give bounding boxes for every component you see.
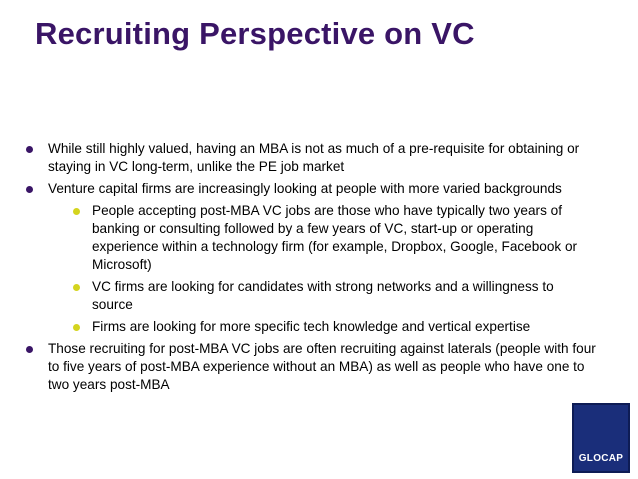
bullet-dot-icon: [26, 346, 33, 353]
sub-bullet-text: VC firms are looking for candidates with strong networks and a willingness to source: [92, 279, 554, 312]
sub-bullet-item: [0, 278, 600, 314]
glocap-logo: [572, 403, 630, 473]
sub-bullet-item: [0, 202, 600, 274]
sub-bullet-text: Firms are looking for more specific tech knowledge and vertical expertise: [92, 319, 531, 334]
bullet-item: [0, 140, 600, 176]
sub-bullet-dot-icon: [73, 284, 80, 291]
bullet-item: [0, 340, 600, 394]
logo-text: GLOCAP: [578, 453, 624, 464]
sub-bullet-item: [0, 318, 600, 336]
bullet-text: While still highly valued, having an MBA is not as much of a pre-requisite for obtaining or staying in VC long-term, unlike the PE job market: [48, 141, 580, 174]
sub-bullet-text: People accepting post-MBA VC jobs are those who have typically two years of banking or consulting followed by a few years of VC, start-up or operating experience within a technology firm (for example, Dropbox, Google, Facebook or Microsoft): [92, 203, 578, 272]
sub-bullet-dot-icon: [73, 324, 80, 331]
bullet-dot-icon: [26, 146, 33, 153]
bullet-list: [0, 140, 600, 398]
bullet-item: [0, 180, 600, 198]
sub-bullet-dot-icon: [73, 208, 80, 215]
slide-title: Recruiting Perspective on VC: [35, 16, 475, 51]
bullet-dot-icon: [26, 186, 33, 193]
bullet-text: Those recruiting for post-MBA VC jobs are often recruiting against laterals (people with four to five years of post-MBA experience without an MBA) as well as people who have one to two years post-MBA: [48, 341, 596, 392]
bullet-text: Venture capital firms are increasingly looking at people with more varied backgrounds: [48, 181, 562, 196]
